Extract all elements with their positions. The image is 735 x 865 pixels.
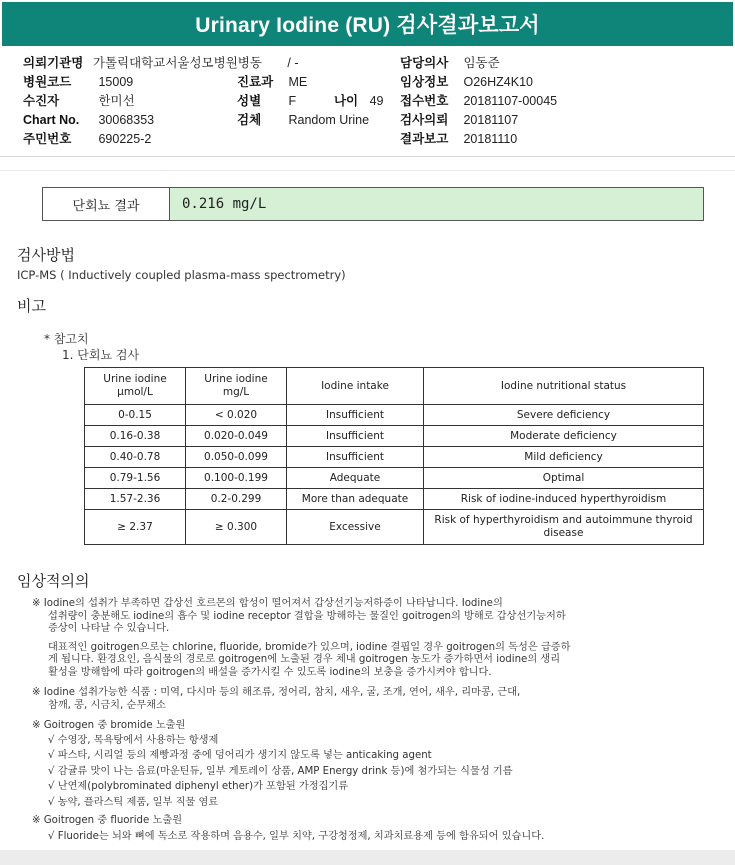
header-value: Random Urine (288, 113, 370, 127)
clinical-line: √ 수영장, 목욕탕에서 사용하는 항생제 (48, 734, 219, 746)
reference-title: * 참고치 (44, 332, 89, 346)
header-value: 20181110 (463, 132, 518, 146)
table-header: Urine iodine μmol/L (85, 368, 186, 405)
header-row-clinical-info (400, 73, 533, 91)
clinical-line: 섭취량이 충분해도 iodine의 흡수 및 iodine receptor 결합을 방해하는 물질인 goitrogen의 방해로 갑상선기능저하 (48, 610, 566, 622)
clinical-notes (32, 598, 570, 843)
header-label: 병원코드 (23, 75, 72, 89)
reference-table (84, 367, 704, 545)
table-row (85, 405, 704, 426)
table-cell: 0.16-0.38 (85, 426, 186, 447)
table-header: Iodine nutritional status (424, 368, 704, 405)
method-heading: 검사방법 (17, 246, 75, 264)
header-label: 진료과 (237, 75, 274, 89)
table-cell: Insufficient (287, 447, 424, 468)
table-cell: 0.2-0.299 (186, 489, 287, 510)
ward-value: / - (287, 56, 299, 70)
header-value: 임동준 (463, 56, 500, 70)
result-box (42, 187, 704, 221)
table-cell: 1.57-2.36 (85, 489, 186, 510)
header-row-requester (23, 54, 299, 72)
header-row-hospital-code (23, 73, 133, 91)
table-cell: < 0.020 (186, 405, 287, 426)
age-label: 나이 (333, 94, 359, 108)
table-header: Iodine intake (287, 368, 424, 405)
header-label: 검사의뢰 (400, 113, 449, 127)
header-label: 수진자 (23, 94, 60, 108)
clinical-line: √ 감귤류 맛이 나는 음료(마운틴듀, 일부 게토레이 상품, AMP Energy drink 등)에 첨가되는 식물성 기름 (48, 765, 513, 777)
header-divider (0, 156, 735, 157)
clinical-line: √ Fluoride는 뇌와 뼈에 독소로 작용하며 음용수, 일부 치약, 구강청정제, 치과치료용제 등에 함유되어 있습니다. (48, 830, 545, 842)
table-cell: Adequate (287, 468, 424, 489)
header-row-doctor (400, 54, 500, 72)
header-label: 주민번호 (23, 132, 72, 146)
report-title: Urinary Iodine (RU) 검사결과보고서 (2, 2, 733, 46)
clinical-line: √ 농약, 플라스틱 제품, 일부 직물 염료 (48, 796, 219, 808)
table-cell: 0-0.15 (85, 405, 186, 426)
header-row-report-date (400, 130, 517, 148)
header-row-chart-no (23, 111, 154, 129)
table-row (85, 426, 704, 447)
table-cell: Optimal (424, 468, 704, 489)
header-value: 15009 (98, 75, 134, 89)
table-cell: Moderate deficiency (424, 426, 704, 447)
table-row (85, 510, 704, 545)
table-cell: Severe deficiency (424, 405, 704, 426)
table-cell: Insufficient (287, 405, 424, 426)
header-row-specimen (237, 111, 369, 129)
header-value: ME (288, 75, 308, 89)
table-cell: 0.020-0.049 (186, 426, 287, 447)
clinical-line: 활성을 방해함에 따라 goitrogen의 배설을 증가시킬 수 있도록 iodine의 보충을 증가시켜야 합니다. (48, 666, 492, 678)
table-row (85, 468, 704, 489)
header-row-sex-age (237, 92, 384, 110)
result-value: 0.216 mg/L (170, 188, 703, 220)
header-divider-2 (0, 170, 735, 171)
method-text: ICP-MS ( Inductively coupled plasma-mass spectrometry) (17, 268, 346, 282)
header-value: 30068353 (98, 113, 155, 127)
table-cell: Mild deficiency (424, 447, 704, 468)
clinical-line: 참깨, 콩, 시금치, 순무채소 (48, 699, 166, 711)
clinical-line: 게 됩니다. 환경요인, 음식물의 경로로 goitrogen에 노출된 경우 체내 goitrogen 농도가 증가하면서 iodine의 생리 (48, 654, 561, 665)
header-value: 20181107-00045 (463, 94, 558, 108)
table-cell: More than adequate (287, 489, 424, 510)
table-cell: 0.40-0.78 (85, 447, 186, 468)
table-cell: ≥ 2.37 (85, 510, 186, 545)
clinical-line: √ 파스타, 시리얼 등의 제빵과정 중에 덩어리가 생기지 않도록 넣는 anticaking agent (48, 750, 432, 761)
header-row-receipt-no (400, 92, 557, 110)
header-value: F (288, 94, 297, 108)
header-row-department (237, 73, 307, 91)
table-cell: Excessive (287, 510, 424, 545)
header-label: 임상정보 (400, 75, 449, 89)
header-value: 가톨릭대학교서울성모병원병동 (92, 56, 262, 70)
header-row-patient (23, 92, 135, 110)
header-label: 성별 (237, 94, 262, 108)
header-value: 690225-2 (98, 132, 152, 146)
header-row-resident-no (23, 130, 151, 148)
table-cell: Insufficient (287, 426, 424, 447)
table-row (85, 447, 704, 468)
header-label: 담당의사 (400, 56, 449, 70)
table-header: Urine iodine mg/L (186, 368, 287, 405)
age-value: 49 (369, 94, 384, 108)
table-cell: ≥ 0.300 (186, 510, 287, 545)
clinical-line: ※ Goitrogen 중 fluoride 노출원 (32, 815, 183, 826)
header-label: 결과보고 (400, 132, 449, 146)
clinical-line: √ 난연제(polybrominated diphenyl ether)가 포함된 가정집기류 (48, 781, 349, 792)
table-header-row (85, 368, 704, 405)
table-cell: 0.050-0.099 (186, 447, 287, 468)
table-cell: Risk of iodine-induced hyperthyroidism (424, 489, 704, 510)
clinical-line: ※ Goitrogen 중 bromide 노출원 (32, 720, 186, 731)
clinical-line: ※ Iodine 섭취가능한 식품 : 미역, 다시마 등의 해조류, 정어리, 참치, 새우, 굴, 조개, 연어, 새우, 리마콩, 근대, (32, 687, 521, 698)
table-cell: 0.79-1.56 (85, 468, 186, 489)
footer-bar (0, 850, 735, 865)
table-cell: 0.100-0.199 (186, 468, 287, 489)
table-cell: Risk of hyperthyroidism and autoimmune thyroid disease (424, 510, 704, 545)
clinical-line: 증상이 나타날 수 있습니다. (48, 623, 170, 634)
reference-subtitle: 1. 단회뇨 검사 (62, 348, 140, 362)
header-value: 20181107 (463, 113, 519, 127)
header-value: 한미선 (98, 94, 135, 108)
header-value: O26HZ4K10 (463, 75, 533, 89)
table-row (85, 489, 704, 510)
header-label: Chart No. (23, 113, 80, 127)
header-label: 의뢰기관명 (23, 56, 84, 70)
report-header (0, 50, 735, 170)
clinical-line: ※ Iodine의 섭취가 부족하면 갑상선 호르몬의 합성이 떨어져서 갑상선기능저하증이 나타납니다. Iodine의 (32, 598, 503, 609)
clinical-heading: 임상적의의 (17, 572, 90, 590)
clinical-line: 대표적인 goitrogen으로는 chlorine, fluoride, bromide가 있으며, iodine 결핍일 경우 goitrogen의 독성은 급증하 (48, 641, 571, 653)
remarks-heading: 비고 (17, 297, 46, 315)
result-label: 단회뇨 결과 (43, 188, 170, 220)
header-label: 접수번호 (400, 94, 449, 108)
header-row-request-date (400, 111, 518, 129)
header-label: 검체 (237, 113, 262, 127)
